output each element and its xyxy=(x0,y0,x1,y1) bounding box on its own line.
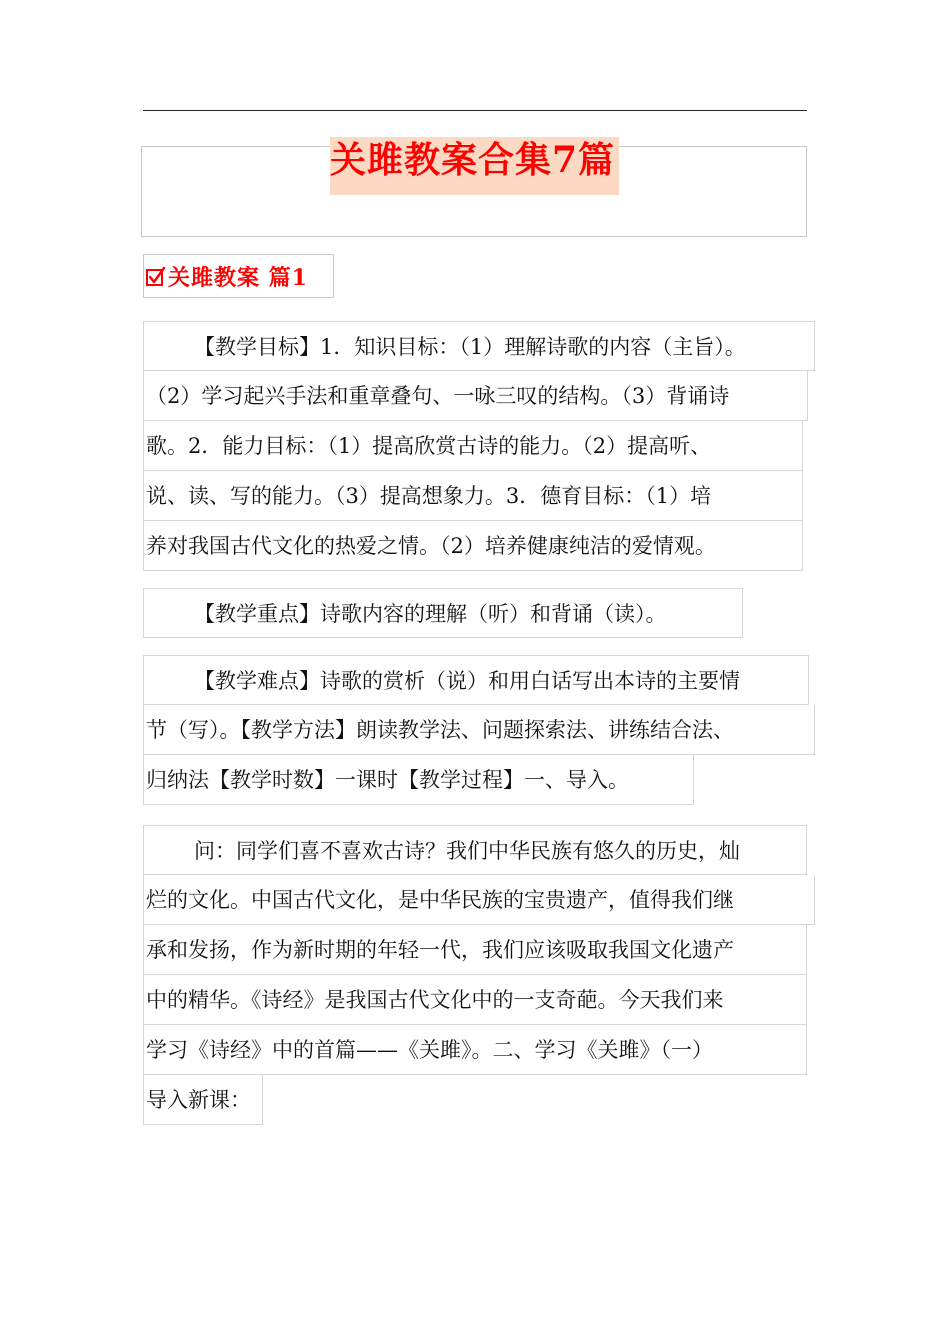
text-line: 【教学难点】诗歌的赏析（说）和用白话写出本诗的主要情 xyxy=(143,655,809,705)
checkbox-checked-icon xyxy=(146,267,166,287)
document-title: 关雎教案合集7篇 xyxy=(330,139,616,181)
text-line: 归纳法【教学时数】一课时【教学过程】一、导入。 xyxy=(143,755,694,805)
text-line: 学习《诗经》中的首篇——《关雎》。二、学习《关雎》（一） xyxy=(143,1025,807,1075)
text-line: 导入新课： xyxy=(143,1075,263,1125)
text-line: 问：同学们喜不喜欢古诗？我们中华民族有悠久的历史，灿 xyxy=(143,825,807,875)
text-line: （2）学习起兴手法和重章叠句、一咏三叹的结构。（3）背诵诗 xyxy=(143,371,808,421)
section-heading-text: 关雎教案 篇1 xyxy=(168,265,308,291)
text-line: 中的精华。《诗经》是我国古代文化中的一支奇葩。今天我们来 xyxy=(143,975,807,1025)
header-rule xyxy=(143,110,807,111)
text-line: 说、读、写的能力。（3）提高想象力。3．德育目标：（1）培 xyxy=(143,471,803,521)
paragraph-difficulties xyxy=(143,655,815,805)
text-line: 节（写）。【教学方法】朗读教学法、问题探索法、讲练结合法、 xyxy=(143,705,815,755)
section-heading xyxy=(143,254,334,298)
text-line: 承和发扬，作为新时期的年轻一代，我们应该吸取我国文化遗产 xyxy=(143,925,807,975)
text-line: 【教学目标】1．知识目标：（1）理解诗歌的内容（主旨）。 xyxy=(143,321,815,371)
text-line: 养对我国古代文化的热爱之情。（2）培养健康纯洁的爱情观。 xyxy=(143,521,803,571)
text-line: 【教学重点】诗歌内容的理解（听）和背诵（读）。 xyxy=(143,588,743,638)
paragraph-objectives xyxy=(143,321,815,571)
paragraph-introduction xyxy=(143,825,815,1125)
text-line: 烂的文化。中国古代文化，是中华民族的宝贵遗产，值得我们继 xyxy=(143,875,815,925)
text-line: 歌。2．能力目标：（1）提高欣赏古诗的能力。（2）提高听、 xyxy=(143,421,803,471)
paragraph-key-points xyxy=(143,588,743,638)
